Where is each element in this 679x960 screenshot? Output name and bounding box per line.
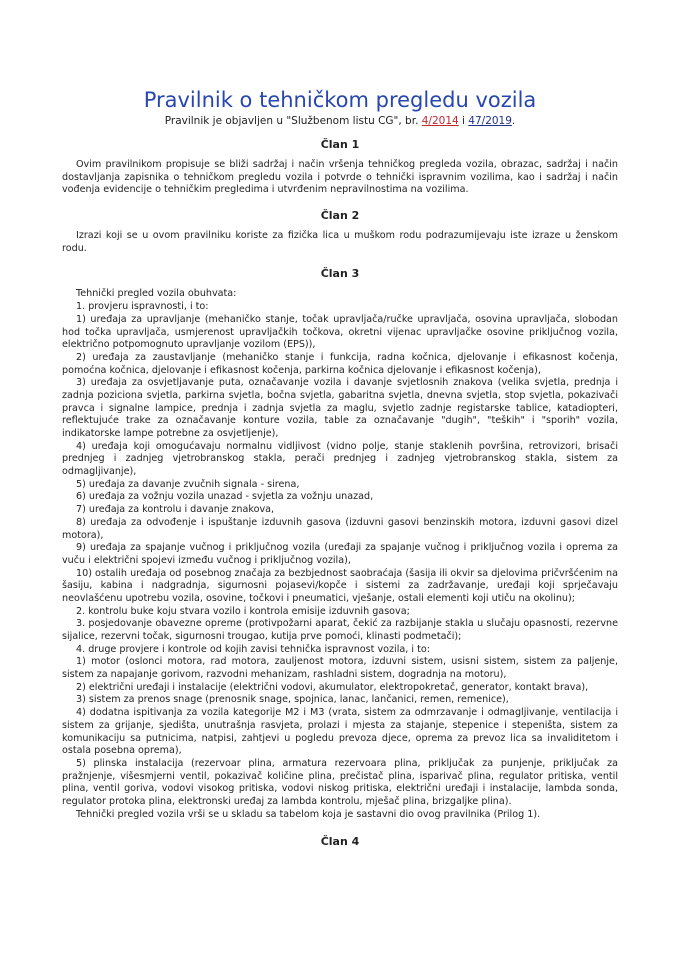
publication-suffix: . — [511, 115, 516, 127]
article-1-paragraph: Ovim pravilnikom propisuje se bliži sadržaj i način vršenja tehničkog pregleda vozila, obrazac, sadržaj i način dostavljanja zapisnika o tehničkom pregledu vozila i potvrde o tehnički ispravnim vozilima, kao i sadržaj i način vođenja evidencije o tehničkim pregledima i utvrđenim nepravilnostima na vozilima. — [62, 159, 618, 196]
gazette-link-2019[interactable]: 47/2019 — [468, 115, 512, 127]
article-1-heading: Član 1 — [320, 138, 360, 151]
article-3-paragraph: 5) uređaja za davanje zvučnih signala - sirena, — [76, 478, 300, 490]
article-3-paragraph: 4) dodatna ispitivanja za vozila kategorije M2 i M3 (vrata, sistem za odmrzavanje i odmagljivanje, ventilacija i sistem za grijanje, sjedišta, unutrašnja rasvjeta, prolazi i mjesta za stajanje, stepenice i stepeništa, sistem za komunikaciju sa putnicima, natpisi, zahtjevi u pogledu prevoza djece, oprema za prevoz lica sa invaliditetom i ostala posebna oprema), — [62, 707, 618, 757]
article-3-paragraph: 2. kontrolu buke koju stvara vozilo i kontrola emisije izduvnih gasova; — [76, 605, 410, 617]
article-3-paragraph: 3) uređaja za osvjetljavanje puta, označavanje vozila i davanje svjetlosnih znakova (velika svjetla, prednja i zadnja poziciona svjetla, parkirna svjetla, bočna svjetla, gabaritna svjetla, dnevna svjetla, stop svjetla, pokazivači pravca i signalne lampice, prednja i zadnja svjetla za maglu, svjetlo zadnje registarske tablice, katadiopteri, reflektujuće trake za označavanje konture vozila, table za označavanje "dugih", "teških" i "sporih" vozila, indikatorske lampe potrebne za osvjetljenje), — [62, 377, 618, 439]
article-3-paragraph: 1. provjeru ispravnosti, i to: — [76, 301, 209, 313]
article-3-paragraph: 2) električni uređaji i instalacije (električni vodovi, akumulator, elektropokretač, generator, kontakt brava), — [76, 681, 589, 693]
document-page — [62, 86, 618, 856]
article-3-paragraph: 10) ostalih uređaja od posebnog značaja za bezbjednost saobraćaja (šasija ili okvir sa djelovima pričvršćenim na šasiju, kabina i nadgradnja, sigurnosni pojasevi/kopče i sistemi za zadržavanje, uređaji koji sprječavaju neovlašćenu upotrebu vozila, osovine, točkovi i pneumatici, vješanje, ostali elementi koji utiču na okolinu); — [62, 567, 618, 604]
article-2-paragraph: Izrazi koji se u ovom pravilniku koriste za fizička lica u muškom rodu podrazumijevaju iste izraze u ženskom rodu. — [62, 230, 618, 254]
article-3-body — [62, 288, 618, 821]
gazette-link-2014[interactable]: 4/2014 — [421, 115, 459, 127]
article-3-paragraph: 3) sistem za prenos snage (prenosnik snage, spojnica, lanac, lančanici, remen, remenice), — [76, 694, 509, 706]
article-3-paragraph: 8) uređaja za odvođenje i ispuštanje izduvnih gasova (izduvni gasovi benzinskih motora, izduvni gasovi dizel motora), — [62, 516, 618, 541]
article-3-paragraph: Tehnički pregled vozila obuhvata: — [76, 288, 237, 300]
article-3-paragraph: 9) uređaja za spajanje vučnog i priključnog vozila (uređaji za spajanje vučnog i priključnog vozila i oprema za vuču i električni spojevi između vučnog i priključnog vozila), — [62, 542, 618, 566]
publication-prefix: Pravilnik je objavljen u "Službenom listu CG", br. — [164, 115, 422, 127]
article-3-paragraph: 3. posjedovanje obavezne opreme (protivpožarni aparat, čekić za razbijanje stakla u slučaju opasnosti, rezervne sijalice, rezervni točak, sigurnosni trougao, kutija prve pomoći, klinasti podmetači); — [62, 618, 618, 642]
article-3-paragraph: 1) motor (oslonci motora, rad motora, zauljenost motora, izduvni sistem, usisni sistem, sistem za paljenje, sistem za napajanje gorivom, razvodni mehanizam, rashladni sistem, dogradnja na motoru), — [62, 656, 618, 681]
document-title: Pravilnik o tehničkom pregledu vozila — [143, 88, 537, 112]
article-3-paragraph: Tehnički pregled vozila vrši se u skladu sa tabelom koja je sastavni dio ovog pravilnika (Prilog 1). — [76, 808, 541, 820]
article-2-heading: Član 2 — [320, 209, 360, 223]
article-3-paragraph: 6) uređaja za vožnju vozila unazad - svjetla za vožnju unazad, — [76, 491, 374, 503]
article-3-heading: Član 3 — [320, 267, 360, 281]
article-3-paragraph: 7) uređaja za kontrolu i davanje znakova, — [76, 504, 275, 516]
article-3-paragraph: 5) plinska instalacija (rezervoar plina, armatura rezervoara plina, priključak za punjenje, priključak za pražnjenje, višesmjerni ventil, pokazivač količine plina, prečistač plina, isparivač plina, regulator pritiska, ventil plina, ventil goriva, vodovi visokog pritiska, vodovi niskog pritiska, električni uređaji i instalacije, lambda sonda, regulator protoka plina, elektronski uređaj za lambda kontrolu, mješač plina, brizgaljke plina). — [62, 757, 618, 807]
article-3-paragraph: 1) uređaja za upravljanje (mehaničko stanje, točak upravljača/ručke upravljača, osovina upravljača, slobodan hod točka upravljača, usmjerenost upravljačkih točkova, okretni vijenac upravljačke osovine priključnog vozila, električno potpomognuto upravljanje vozilom (EPS)), — [62, 313, 618, 351]
article-4-heading: Član 4 — [320, 835, 360, 849]
publication-mid: i — [458, 115, 469, 127]
article-3-paragraph: 4. druge provjere i kontrole od kojih zavisi tehnička ispravnost vozila, i to: — [76, 643, 430, 655]
article-3-paragraph: 2) uređaja za zaustavljanje (mehaničko stanje i funkcija, radna kočnica, djelovanje i efikasnost kočenja, pomoćna kočnica, djelovanje i efikasnost kočenja, parkirna kočnica djelovanje i efikasnost kočenja), — [62, 351, 618, 376]
publication-note — [62, 114, 618, 128]
article-3-paragraph: 4) uređaja koji omogućavaju normalnu vidljivost (vidno polje, stanje staklenih površina, retrovizori, brisači prednjeg i zadnjeg vjetrobranskog stakla, perači prednjeg i zadnjeg vjetrobranskog stakla, sistem za odmagljivanje), — [62, 440, 618, 478]
